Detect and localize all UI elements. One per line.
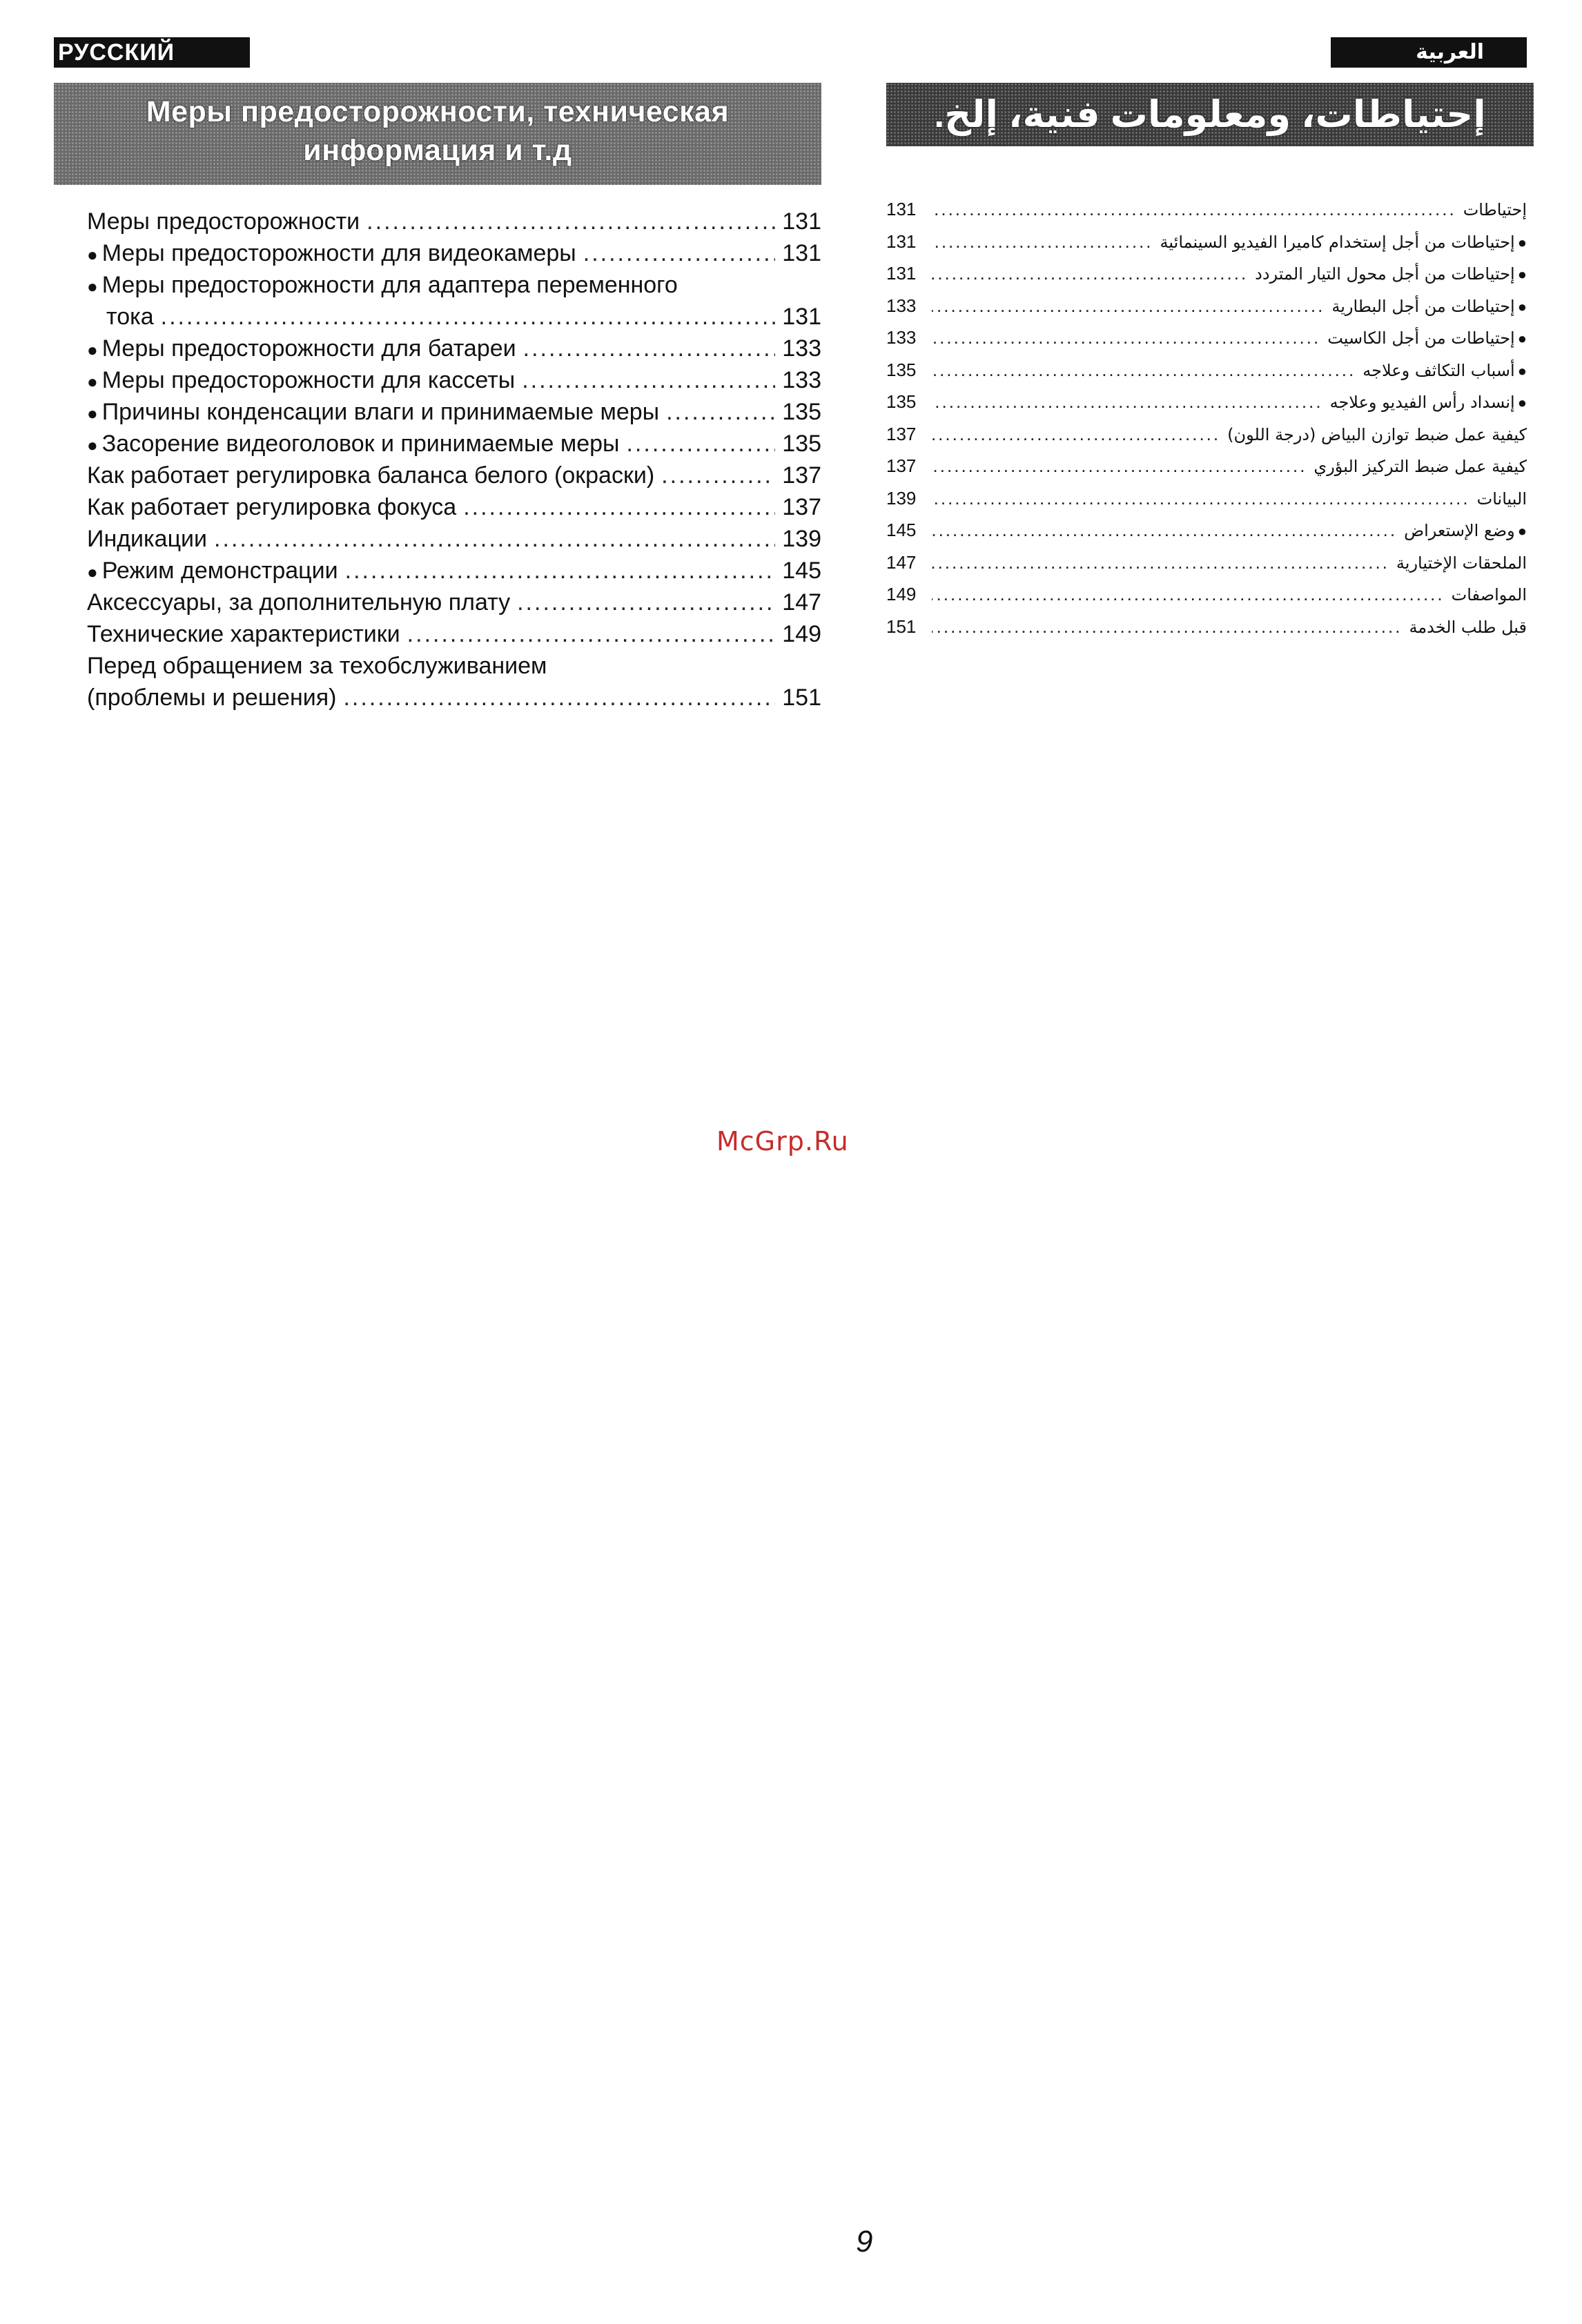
- toc-entry: [886, 226, 1527, 258]
- toc-entry: [87, 523, 821, 555]
- toc-entry-label: Индикации: [87, 526, 208, 552]
- toc-entry-page: 135: [782, 431, 821, 457]
- toc-entry-label: Как работает регулировка фокуса: [87, 494, 457, 520]
- toc-entry-label: Меры предосторожности для видеокамеры: [101, 240, 576, 266]
- toc-entry-page: 135: [886, 391, 917, 412]
- dot-leader: [161, 301, 776, 333]
- toc-entry-page: 151: [782, 685, 821, 711]
- russian-table-of-contents: [87, 206, 821, 713]
- dot-leader: [932, 611, 1402, 643]
- toc-entry: [886, 546, 1527, 579]
- bullet-icon: ●: [87, 403, 98, 424]
- toc-entry-page: 139: [782, 526, 821, 552]
- dot-leader: [666, 396, 775, 428]
- toc-entry-page: 133: [782, 367, 821, 393]
- toc-entry-page: 137: [782, 494, 821, 520]
- toc-entry: [886, 193, 1527, 226]
- toc-entry: [87, 333, 821, 364]
- toc-entry-page: 137: [886, 455, 917, 476]
- arabic-section-header: إحتياطات، ومعلومات فنية، إلخ.: [886, 83, 1534, 146]
- toc-entry: [87, 237, 821, 269]
- dot-leader: [932, 386, 1323, 418]
- toc-entry: [87, 460, 821, 491]
- toc-entry: [87, 396, 821, 428]
- bullet-icon: ●: [87, 244, 98, 265]
- bullet-icon: ●: [1517, 394, 1527, 411]
- toc-entry-page: 149: [886, 584, 917, 604]
- toc-entry-page: 145: [782, 558, 821, 584]
- dot-leader: [932, 578, 1445, 611]
- dot-leader: [932, 257, 1248, 290]
- bullet-icon: ●: [87, 371, 98, 392]
- toc-entry-page: 135: [886, 359, 917, 380]
- toc-entry-label: Перед обращением за техобслуживанием: [87, 653, 547, 679]
- toc-entry-page: 131: [782, 208, 821, 235]
- bullet-icon: ●: [87, 339, 98, 360]
- toc-entry: [886, 290, 1527, 322]
- toc-entry-label: Засорение видеоголовок и принимаемые меры: [101, 431, 620, 457]
- toc-entry-label: أسباب التكاثف وعلاجه: [1363, 360, 1515, 380]
- russian-header-line-1: Меры предосторожности, техническая: [146, 95, 730, 128]
- toc-entry-label: وضع الإستعراض: [1404, 521, 1515, 540]
- toc-entry-label: Аксессуары, за дополнительную плату: [87, 589, 511, 616]
- bullet-icon: ●: [87, 435, 98, 455]
- toc-entry-page: 131: [782, 240, 821, 266]
- toc-entry-page: 139: [886, 487, 917, 509]
- dot-leader: [932, 450, 1307, 482]
- toc-entry-label: إحتياطات من أجل إستخدام كاميرا الفيديو السينمائية: [1160, 232, 1515, 252]
- arabic-language-tag: العربية: [1331, 37, 1527, 68]
- dot-leader: [522, 364, 775, 396]
- toc-entry-label: Меры предосторожности для батареи: [101, 335, 516, 362]
- dot-leader: [932, 226, 1153, 258]
- toc-entry: [87, 618, 821, 650]
- dot-leader: [367, 206, 775, 237]
- bullet-icon: ●: [1517, 522, 1527, 540]
- toc-entry: [886, 611, 1527, 643]
- toc-entry-page: 133: [782, 335, 821, 362]
- toc-entry-label: إنسداد رأس الفيديو وعلاجه: [1329, 393, 1515, 412]
- toc-entry-label: إحتياطات من أجل محول التيار المتردد: [1255, 264, 1515, 284]
- dot-leader: [583, 237, 776, 269]
- dot-leader: [345, 555, 776, 587]
- toc-entry-label: المواصفات: [1451, 585, 1527, 604]
- toc-entry-page: 135: [782, 399, 821, 425]
- toc-entry-label: Меры предосторожности: [87, 208, 360, 235]
- dot-leader: [932, 482, 1470, 515]
- dot-leader: [932, 193, 1456, 226]
- bullet-icon: ●: [87, 276, 98, 297]
- toc-entry-label: كيفية عمل ضبط توازن البياض (درجة اللون): [1227, 424, 1527, 444]
- bullet-icon: ●: [1517, 362, 1527, 380]
- toc-entry-label: Причины конденсации влаги и принимаемые меры: [101, 399, 660, 425]
- toc-entry-continuation: [87, 682, 821, 713]
- toc-entry-label: Меры предосторожности для адаптера переменного: [101, 272, 678, 298]
- dot-leader: [343, 682, 775, 713]
- bullet-icon: ●: [87, 562, 98, 582]
- toc-entry: [87, 269, 821, 301]
- toc-entry-label: كيفية عمل ضبط التركيز البؤري: [1314, 457, 1527, 476]
- dot-leader: [626, 428, 775, 460]
- dot-leader: [932, 322, 1320, 354]
- toc-entry: [886, 450, 1527, 482]
- bullet-icon: ●: [1517, 266, 1527, 283]
- arabic-table-of-contents: [886, 193, 1527, 642]
- dot-leader: [932, 546, 1389, 579]
- toc-entry-page: 137: [782, 462, 821, 489]
- bullet-icon: ●: [1517, 297, 1527, 315]
- toc-entry: [886, 578, 1527, 611]
- toc-entry-label: إحتياطات من أجل البطارية: [1331, 296, 1515, 316]
- toc-entry: [87, 428, 821, 460]
- toc-entry: [87, 491, 821, 523]
- dot-leader: [463, 491, 775, 523]
- toc-entry-label-continuation: тока: [106, 304, 154, 330]
- toc-entry: [886, 257, 1527, 290]
- russian-language-tag: РУССКИЙ: [54, 37, 250, 68]
- watermark-text: McGrp.Ru: [716, 1126, 849, 1156]
- toc-entry-label: البيانات: [1476, 489, 1527, 509]
- toc-entry: [886, 514, 1527, 546]
- toc-entry-page: 133: [886, 327, 917, 348]
- dot-leader: [661, 460, 775, 491]
- toc-entry: [87, 364, 821, 396]
- toc-entry: [87, 206, 821, 237]
- toc-entry-page: 133: [886, 295, 917, 316]
- toc-entry: [87, 650, 821, 682]
- toc-entry-page: 151: [886, 616, 917, 637]
- dot-leader: [932, 514, 1397, 546]
- toc-entry-page: 147: [782, 589, 821, 616]
- toc-entry-label: إحتياطات: [1463, 200, 1527, 219]
- bullet-icon: ●: [1517, 233, 1527, 251]
- toc-entry-page: 145: [886, 520, 917, 540]
- toc-entry-label: الملحقات الإختيارية: [1396, 553, 1527, 573]
- dot-leader: [932, 290, 1325, 322]
- toc-entry-page: 147: [886, 551, 917, 573]
- toc-entry-label-continuation: (проблемы и решения): [87, 685, 337, 711]
- toc-entry: [886, 354, 1527, 386]
- russian-header-line-2: информация и т.д: [303, 134, 572, 167]
- toc-entry-label: Технические характеристики: [87, 621, 400, 647]
- toc-entry-page: 137: [886, 423, 917, 444]
- toc-entry-label: Режим демонстрации: [101, 558, 338, 584]
- toc-entry-continuation: [87, 301, 821, 333]
- toc-entry-page: 131: [886, 263, 917, 284]
- dot-leader: [932, 354, 1356, 386]
- toc-entry: [886, 322, 1527, 354]
- dot-leader: [407, 618, 776, 650]
- toc-entry-page: 131: [886, 199, 917, 219]
- toc-entry-page: 149: [782, 621, 821, 647]
- dot-leader: [523, 333, 776, 364]
- toc-entry-page: 131: [782, 304, 821, 330]
- toc-entry: [886, 418, 1527, 451]
- bullet-icon: ●: [1517, 330, 1527, 347]
- toc-entry-label: Меры предосторожности для кассеты: [101, 367, 516, 393]
- toc-entry: [87, 555, 821, 587]
- toc-entry-label: قبل طلب الخدمة: [1409, 617, 1527, 637]
- dot-leader: [214, 523, 775, 555]
- toc-entry-page: 131: [886, 230, 917, 252]
- toc-entry-label: Как работает регулировка баланса белого (окраски): [87, 462, 655, 489]
- dot-leader: [932, 418, 1220, 451]
- toc-entry: [886, 386, 1527, 418]
- toc-entry: [886, 482, 1527, 515]
- russian-section-header: [54, 83, 821, 185]
- toc-entry-label: إحتياطات من أجل الكاسيت: [1327, 328, 1515, 348]
- toc-entry: [87, 587, 821, 618]
- page-number: 9: [856, 2225, 873, 2258]
- dot-leader: [517, 587, 775, 618]
